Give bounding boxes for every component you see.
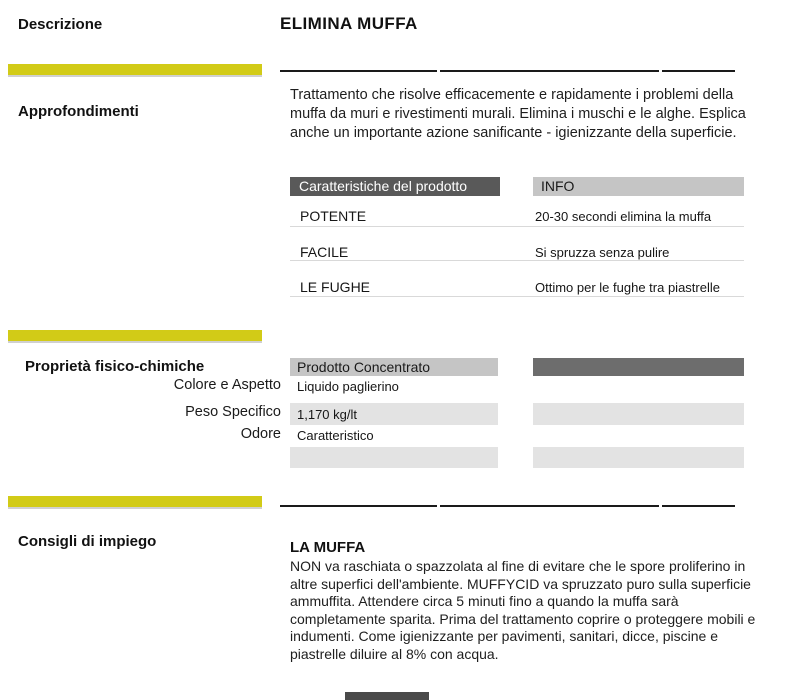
- property-value-odore: Caratteristico: [297, 428, 374, 443]
- table-row-info: 20-30 secondi elimina la muffa: [535, 209, 712, 224]
- table-header-empty-block: [533, 358, 744, 376]
- table-row-name: POTENTE: [300, 208, 367, 224]
- table-header-info: INFO: [533, 177, 744, 196]
- property-value-peso: 1,170 kg/lt: [297, 407, 357, 422]
- section-label-descrizione: Descrizione: [18, 16, 103, 33]
- table-row-info: Ottimo per le fughe tra piastrelle: [535, 280, 720, 295]
- table-row-name: FACILE: [300, 244, 349, 260]
- table-row-gray-band: [290, 447, 498, 468]
- property-row-label-peso: Peso Specifico: [185, 404, 281, 420]
- row-separator: [290, 260, 744, 261]
- table-header-prodotto-concentrato: Prodotto Concentrato: [290, 358, 498, 376]
- accent-bar-divider: [8, 330, 262, 341]
- section-label-consigli: Consigli di impiego: [18, 533, 157, 550]
- description-paragraph: Trattamento che risolve efficacemente e rapidamente i problemi della muffa da muri e rivestimenti murali. Elimina i muschi e le alghe. Esplica anche un importante azione sanificante - igienizzante della superficie.: [290, 87, 746, 141]
- table-row-gray-band: [533, 403, 744, 425]
- accent-bar-divider: [8, 496, 262, 507]
- table-header-caratteristiche: Caratteristiche del prodotto: [290, 177, 500, 196]
- cut-off-next-page-element: [345, 692, 429, 700]
- row-separator: [290, 226, 744, 227]
- section-label-approfondimenti: Approfondimenti: [18, 103, 139, 120]
- section-label-proprieta: Proprietà fisico-chimiche: [25, 358, 205, 375]
- property-row-label-odore: Odore: [240, 426, 281, 442]
- consigli-heading: LA MUFFA: [290, 539, 366, 556]
- property-value-colore: Liquido paglierino: [297, 379, 399, 394]
- horizontal-rule: [280, 505, 735, 507]
- table-row-gray-band: [533, 447, 744, 468]
- property-row-label-colore: Colore e Aspetto: [173, 377, 281, 393]
- row-separator: [290, 296, 744, 297]
- horizontal-rule: [280, 70, 735, 72]
- accent-bar-divider: [8, 64, 262, 75]
- page-title: ELIMINA MUFFA: [280, 14, 418, 33]
- consigli-paragraph: NON va raschiata o spazzolata al fine di evitare che le spore proliferino in altre superfici dell'ambiente. MUFFYCID va spruzzato puro sulla superficie ammuffita. Attendere circa 5 minuti fino a quando la muffa sarà completamente sparita. Prima del trattamento coprire o proteggere mobili e indumenti. Come igienizzante per pavimenti, sanitari, dicce, piscine e piastrelle diluire al 8% con acqua.: [290, 558, 756, 662]
- table-row-name: LE FUGHE: [300, 279, 371, 295]
- table-row-info: Si spruzza senza pulire: [535, 245, 670, 260]
